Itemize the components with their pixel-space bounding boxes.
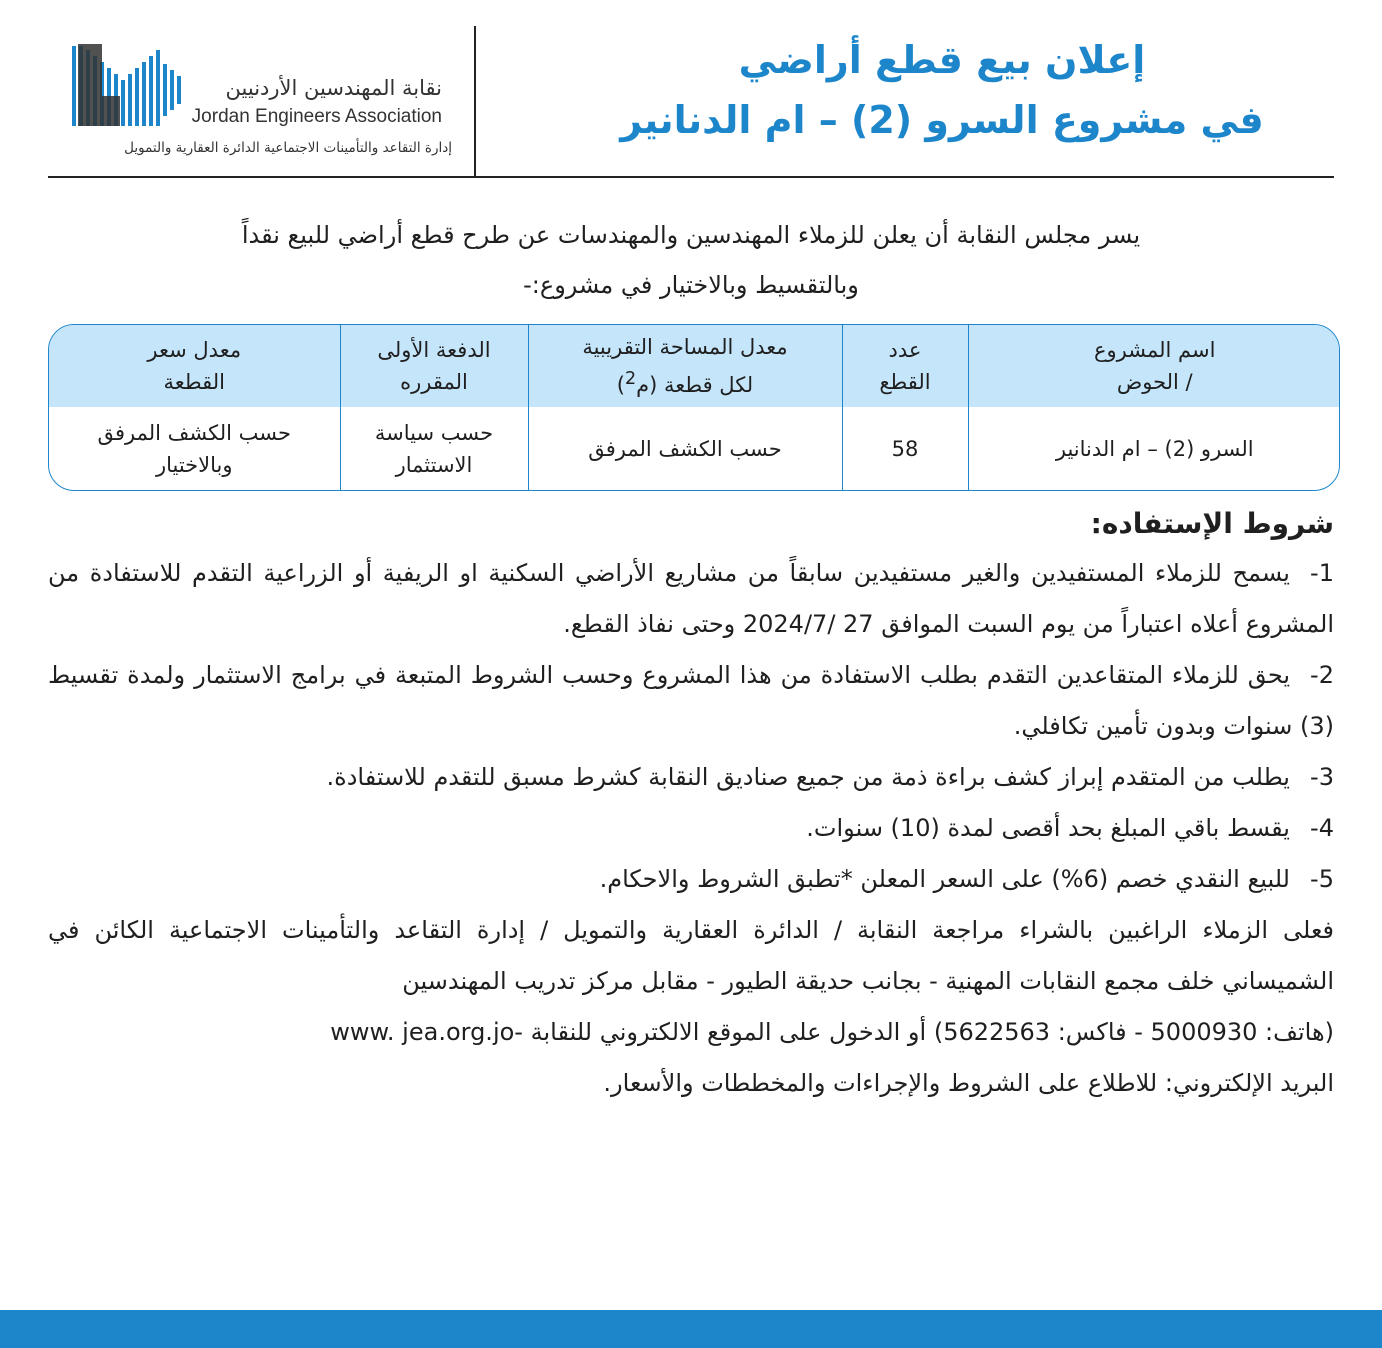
header-rule	[48, 176, 1334, 178]
project-table	[48, 324, 1340, 491]
col-plot-count: عدد القطع	[842, 325, 968, 407]
condition-item: 5-للبيع النقدي خصم (6%) على السعر المعلن *تطبق الشروط والاحكام.	[599, 865, 1334, 893]
cell-first-payment: حسب سياسة الاستثمار	[340, 407, 528, 490]
col-average-price: معدل سعر القطعة	[49, 325, 340, 407]
condition-item: 3-يطلب من المتقدم إبراز كشف براءة ذمة من جميع صناديق النقابة كشرط مسبق للتقدم للاستفادة.	[326, 763, 1334, 791]
table-header-row	[49, 325, 1340, 407]
col-average-area: معدل المساحة التقريبية لكل قطعة (م$^2$)	[528, 325, 842, 407]
cell-project: السرو (2) – ام الدنانير	[968, 407, 1340, 490]
announcement-title	[572, 30, 1312, 150]
org-name-en: Jordan Engineers Association	[191, 106, 442, 127]
org-name-ar: نقابة المهندسين الأردنيين	[225, 76, 442, 100]
intro-line-2: وبالتقسيط وبالاختيار في مشروع:-	[523, 271, 859, 299]
jea-logo	[72, 36, 452, 166]
jea-logo-icon	[72, 36, 182, 131]
cell-area: حسب الكشف المرفق	[528, 407, 842, 490]
email-paragraph: البريد الإلكتروني: للاطلاع على الشروط والإجراءات والمخططات والأسعار.	[603, 1069, 1334, 1097]
conditions-section	[48, 500, 1334, 1109]
condition-item: 4-يقسط باقي المبلغ بحد أقصى لمدة (10) سنوات.	[806, 814, 1334, 842]
title-line-2: في مشروع السرو (2) – ام الدنانير	[620, 98, 1264, 142]
header-divider	[474, 26, 476, 176]
table-row	[49, 407, 1340, 490]
title-line-1: إعلان بيع قطع أراضي	[738, 38, 1146, 82]
cell-count: 58	[842, 407, 968, 490]
department-name: إدارة التقاعد والتأمينات الاجتماعية الدائرة العقارية والتمويل	[124, 140, 452, 156]
conditions-heading: شروط الإستفاده:	[1090, 507, 1334, 540]
cell-price: حسب الكشف المرفق وبالاختيار	[97, 420, 291, 477]
phone-paragraph: (هاتف: 5000930 - فاكس: 5622563) أو الدخول على الموقع الالكتروني للنقابة -www. jea.org.jo	[330, 1018, 1334, 1046]
contact-paragraph: فعلى الزملاء الراغبين بالشراء مراجعة النقابة / الدائرة العقارية والتمويل / إدارة التقاعد والتأمينات الاجتماعية الكائن في الشميساني خلف مجمع النقابات المهنية - بجانب حديقة الطيور - مقابل مركز تدريب المهندسين	[48, 916, 1334, 995]
col-first-payment: الدفعة الأولى المقرره	[340, 325, 528, 407]
col-project-name: اسم المشروع / الحوض	[968, 325, 1340, 407]
intro-line-1: يسر مجلس النقابة أن يعلن للزملاء المهندسين والمهندسات عن طرح قطع أراضي للبيع نقداً	[241, 221, 1141, 249]
condition-item: 2-يحق للزملاء المتقاعدين التقدم بطلب الاستفادة من هذا المشروع وحسب الشروط المتبعة في برامج الاستثمار ولمدة تقسيط (3) سنوات وبدون تأمين تكافلي.	[48, 661, 1334, 740]
footer-bar	[0, 1310, 1382, 1348]
condition-item: 1-يسمح للزملاء المستفيدين والغير مستفيدين سابقاً من مشاريع الأراضي السكنية او الريفية أو الزراعية التقدم للاستفادة من المشروع أعلاه اعتباراً من يوم السبت الموافق 27 /2024/7 وحتى نفاذ القطع.	[48, 559, 1334, 638]
intro-text	[80, 210, 1302, 310]
